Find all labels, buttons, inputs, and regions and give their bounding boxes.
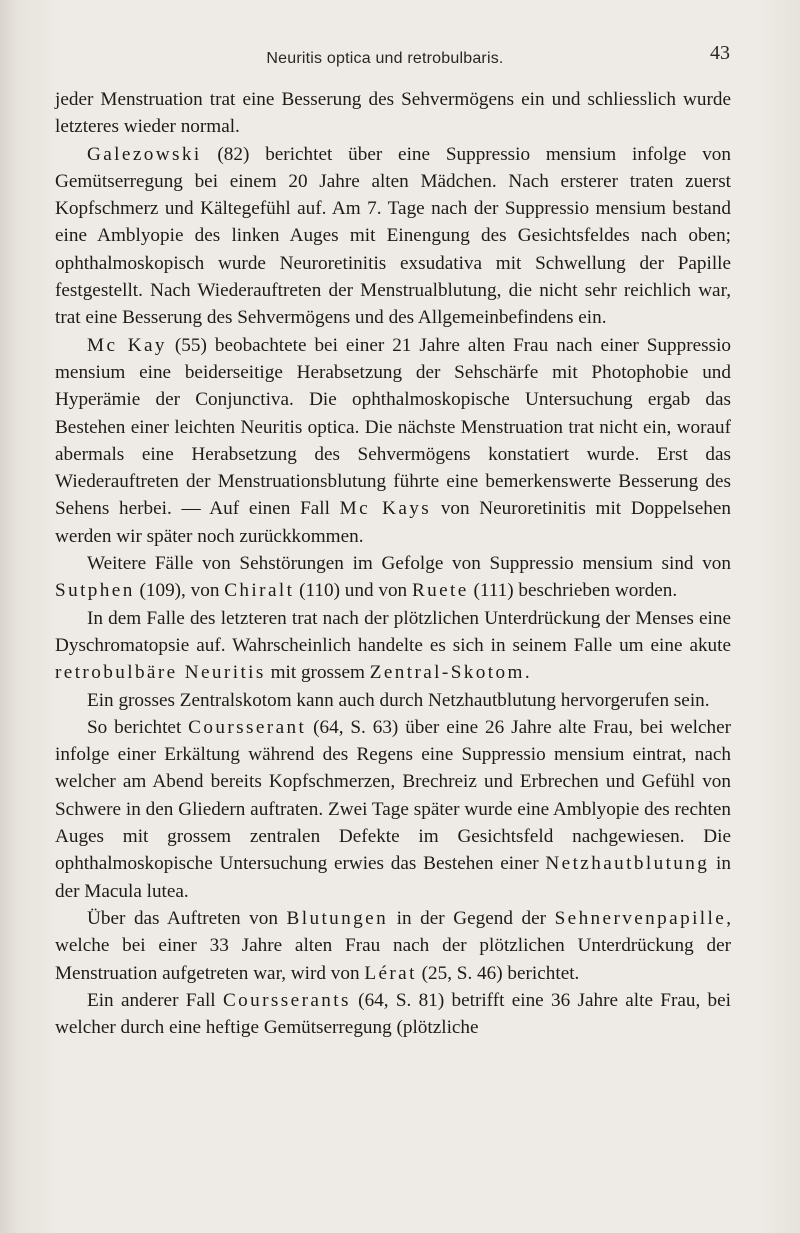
running-title: Neuritis optica und retrobulbaris. bbox=[266, 50, 504, 67]
paragraph bbox=[55, 987, 731, 1042]
author-name: Mc Kays bbox=[339, 498, 432, 520]
paragraph bbox=[55, 905, 731, 987]
page-number: 43 bbox=[710, 42, 730, 64]
emphasis: Blutungen bbox=[286, 907, 389, 929]
author-name: Mc Kay bbox=[87, 334, 167, 356]
author-name: Chiralt bbox=[224, 580, 295, 602]
emphasis: Sehnervenpapille bbox=[554, 907, 727, 929]
emphasis: Netzhautblutung bbox=[545, 853, 710, 875]
text-run: So berichtet bbox=[87, 716, 189, 738]
author-name: Lérat bbox=[364, 962, 417, 984]
text-run: Ein grosses Zentralskotom kann auch durch Netzhautblutung hervorgerufen sein. bbox=[87, 689, 710, 711]
emphasis: retrobulbäre Neuritis bbox=[55, 662, 266, 684]
text-run: (64, S. 81) betrifft eine 36 Jahre alte Frau, bei welcher durch eine heftige Gemütserregung (plötzliche bbox=[55, 989, 732, 1039]
paragraph bbox=[55, 550, 731, 605]
paragraph bbox=[55, 714, 731, 905]
text-run: (110) und von bbox=[294, 580, 412, 602]
paragraph bbox=[55, 86, 731, 141]
author-name: Ruete bbox=[411, 580, 469, 602]
text-run: jeder Menstruation trat eine Besserung des Sehvermögens ein und schliesslich wurde letzteres wieder normal. bbox=[55, 89, 731, 138]
emphasis: Zentral-Skotom bbox=[369, 662, 525, 684]
text-run: (64, S. 63) über eine 26 Jahre alte Frau, bei welcher infolge einer Erkältung während des Regens eine Suppressio mensium eintrat, nach welcher am Abend bereits Kopfschmerzen, Brechreiz und Erbrechen und Gefühl von Schwere in den Gliedern auftraten. Zwei Tage später wurde eine Amblyopie des rechten Auges mit grossem zentralen Defekte im Gesichtsfeld nachgewiesen. Die ophthalmoskopische Untersuchung erwies das Bestehen einer bbox=[55, 716, 731, 875]
text-run: , welche bei einer 33 Jahre alten Frau nach der plötzlichen Unterdrückung der Menstruation aufgetreten war, wird von bbox=[55, 907, 731, 984]
text-run: Über das Auftreten von bbox=[87, 907, 287, 929]
text-run: (109), von bbox=[134, 580, 225, 602]
author-name: Sutphen bbox=[55, 580, 135, 602]
text-run: In dem Falle des letzteren trat nach der plötzlichen Unterdrückung der Menses eine Dyschromatopsie auf. Wahrscheinlich handelte es sich in seinem Falle um eine akute bbox=[55, 607, 731, 656]
text-run: (82) berichtet über eine Suppressio mensium infolge von Gemütserregung bei einem 20 Jahre alten Mädchen. Nach ersterer traten zuerst Kopfschmerz und Kältegefühl auf. Am 7. Tage nach der Suppressio mensium bestand eine Amblyopie des linken Auges mit Einengung des Gesichtsfeldes nach oben; ophthalmoskopisch wurde Neuroretinitis exsudativa mit Schwellung der Papille festgestellt. Nach Wiederauftreten der Menstrualblutung, die nicht sehr reichlich war, trat eine Besserung des Sehvermögens und des Allgemeinbefindens ein. bbox=[55, 143, 731, 329]
paragraph bbox=[55, 605, 731, 687]
text-run: (111) beschrieben worden. bbox=[468, 580, 678, 602]
text-run: mit grossem bbox=[265, 662, 370, 684]
author-name: Coursserant bbox=[188, 716, 307, 738]
text-run: Ein anderer Fall bbox=[87, 989, 223, 1011]
text-run: Weitere Fälle von Sehstörungen im Gefolge von Suppressio mensium sind von bbox=[87, 553, 731, 575]
text-run: (25, S. 46) berichtet. bbox=[416, 962, 580, 984]
text-run: . bbox=[524, 662, 530, 684]
text-run: von Neuroretinitis mit Doppelsehen werden wir später noch zurückkommen. bbox=[55, 498, 731, 547]
text-run: (55) beobachtete bei einer 21 Jahre alten Frau nach einer Suppressio mensium eine beiderseitige Herabsetzung der Sehschärfe mit Photophobie und Hyperämie der Conjunctiva. Die ophthalmoskopische Untersuchung ergab das Bestehen einer leichten Neuritis optica. Die nächste Menstruation trat nicht ein, worauf abermals eine Herabsetzung des Sehvermögens konstatiert wurde. Erst das Wiederauftreten der Menstruationsblutung führte eine bemerkenswerte Besserung des Sehens herbei. — Auf einen Fall bbox=[55, 334, 731, 520]
body-text bbox=[55, 86, 731, 1041]
author-name: Galezowski bbox=[87, 143, 202, 165]
paragraph bbox=[55, 141, 731, 332]
text-run: in der Macula lutea. bbox=[55, 853, 731, 902]
paragraph bbox=[55, 332, 731, 550]
author-name: Coursserants bbox=[222, 989, 351, 1011]
paragraph bbox=[55, 687, 731, 714]
text-run: in der Gegend der bbox=[388, 907, 555, 929]
